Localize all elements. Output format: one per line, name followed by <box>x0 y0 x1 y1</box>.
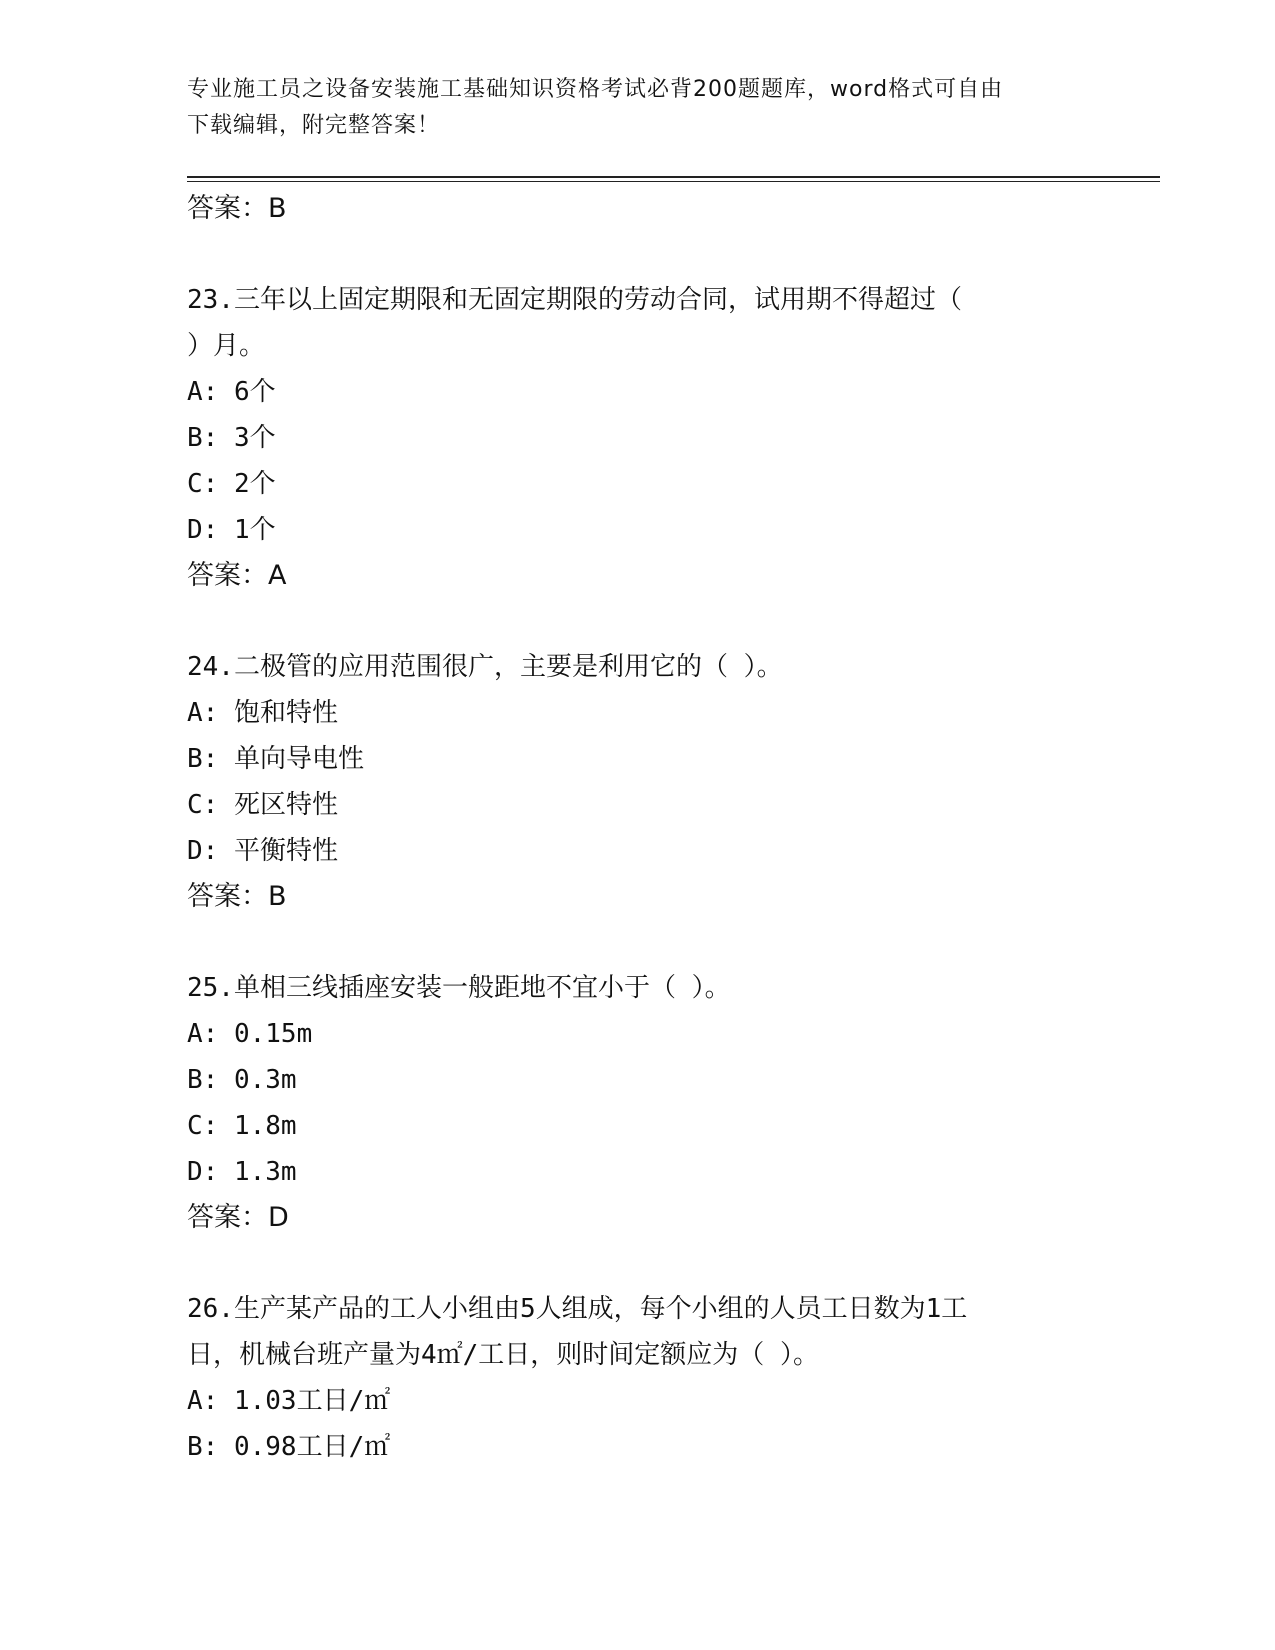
question-stem: 25.单相三线插座安装一般距地不宜小于（ ）。 <box>187 973 731 1003</box>
question-stem: 24.二极管的应用范围很广，主要是利用它的（ ）。 <box>187 652 783 682</box>
question-26 <box>187 1286 1087 1470</box>
question-stem: 26.生产某产品的工人小组由5人组成，每个小组的人员工日数为1工 <box>187 1294 968 1324</box>
header-divider <box>187 176 1160 182</box>
header-line-1: 专业施工员之设备安装施工基础知识资格考试必背200题题库，word格式可自由 <box>187 77 1004 102</box>
option-a: A: 饱和特性 <box>187 698 338 728</box>
option-d: D: 1.3m <box>187 1157 297 1187</box>
question-list <box>187 186 1087 1470</box>
option-a: A: 1.03工日/㎡ <box>187 1386 391 1416</box>
document-header <box>187 72 1087 144</box>
answer: 答案：B <box>187 881 287 912</box>
question-23 <box>187 277 1087 599</box>
divider-thin <box>187 181 1160 182</box>
divider-thick <box>187 176 1160 178</box>
option-c: C: 死区特性 <box>187 790 338 820</box>
option-b: B: 0.98工日/㎡ <box>187 1432 391 1462</box>
option-a: A: 0.15m <box>187 1019 313 1049</box>
question-stem: 23.三年以上固定期限和无固定期限的劳动合同，试用期不得超过（ <box>187 285 962 315</box>
option-b: B: 0.3m <box>187 1065 297 1095</box>
option-b: B: 3个 <box>187 423 276 453</box>
option-c: C: 1.8m <box>187 1111 297 1141</box>
option-d: D: 平衡特性 <box>187 836 338 866</box>
option-d: D: 1个 <box>187 515 276 545</box>
previous-answer: 答案：B <box>187 193 287 224</box>
question-25 <box>187 965 1087 1241</box>
answer: 答案：D <box>187 1202 289 1233</box>
question-24 <box>187 644 1087 920</box>
option-c: C: 2个 <box>187 469 276 499</box>
option-a: A: 6个 <box>187 377 276 407</box>
question-stem-cont: 日，机械台班产量为4㎡/工日，则时间定额应为（ ）。 <box>187 1340 819 1370</box>
header-line-2: 下载编辑，附完整答案！ <box>187 113 441 138</box>
answer: 答案：A <box>187 560 287 591</box>
option-b: B: 单向导电性 <box>187 744 364 774</box>
question-stem-cont: ）月。 <box>187 331 266 361</box>
